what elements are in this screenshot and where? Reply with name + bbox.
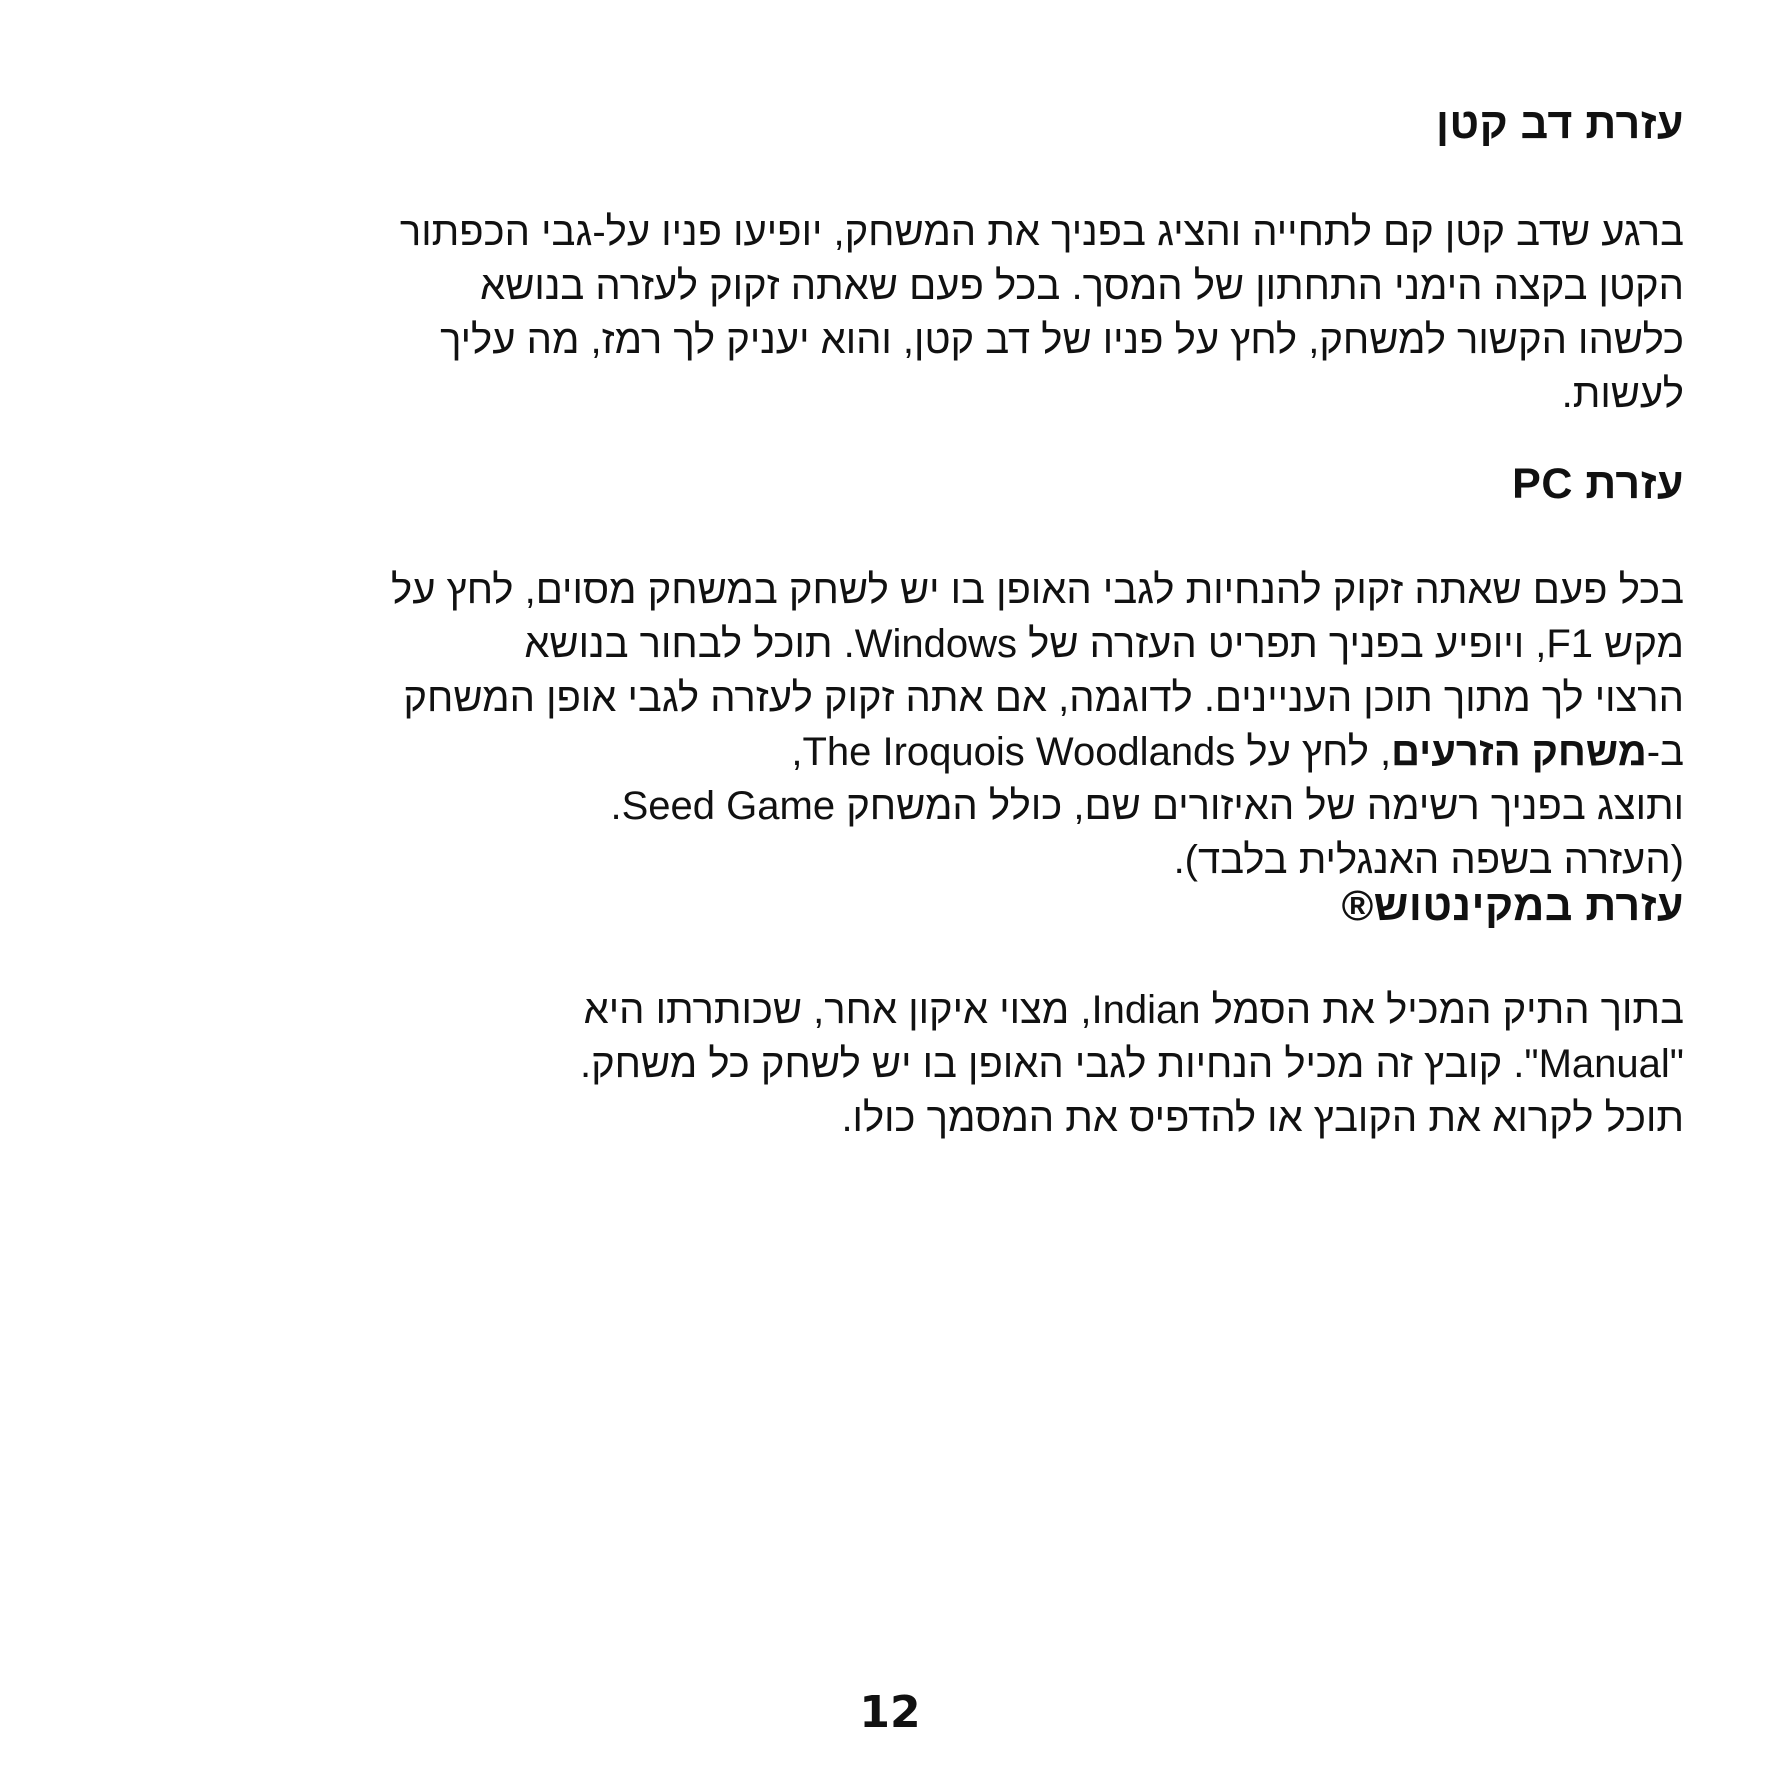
paragraph-line: בכל פעם שאתה זקוק להנחיות לגבי האופן בו יש לשחק במשחק מסוים, לחץ על	[391, 568, 1684, 612]
paragraph-line: לעשות.	[1561, 372, 1684, 416]
section-heading-little-bear-help: עזרת דב קטן	[1436, 100, 1684, 148]
line-prefix: ב-	[1646, 730, 1684, 774]
section-heading-macintosh-help: עזרת במקינטוש®	[1341, 882, 1684, 930]
paragraph-line: ותוצג בפניך רשימה של האיזורים שם, כולל המשחק Seed Game.	[610, 784, 1684, 828]
line-suffix: , לחץ על The Iroquois Woodlands,	[791, 730, 1392, 774]
paragraph-line: בתוך התיק המכיל את הסמל Indian, מצוי איקון אחר, שכותרתו היא	[583, 988, 1684, 1032]
paragraph-line: תוכל לקרוא את הקובץ או להדפיס את המסמך כולו.	[841, 1096, 1684, 1140]
paragraph-line: (העזרה בשפה האנגלית בלבד).	[1173, 838, 1684, 882]
section-heading-pc-help: עזרת PC	[1512, 460, 1684, 508]
paragraph-line: מקש F1, ויופיע בפניך תפריט העזרה של Windows. תוכל לבחור בנושא	[524, 622, 1684, 666]
section-paragraph-macintosh-help	[114, 983, 1684, 1145]
paragraph-line: הרצוי לך מתוך תוכן העניינים. לדוגמה, אם אתה זקוק לעזרה לגבי אופן המשחק	[403, 676, 1684, 720]
paragraph-line-with-bold	[114, 725, 1684, 779]
section-paragraph-pc-help	[114, 563, 1684, 887]
paragraph-line: ברגע שדב קטן קם לתחייה והציג בפניך את המשחק, יופיעו פניו על-גבי הכפתור	[399, 210, 1684, 254]
seed-game-bold-term: משחק הזרעים	[1391, 730, 1647, 774]
paragraph-line: "Manual". קובץ זה מכיל הנחיות לגבי האופן בו יש לשחק כל משחק.	[579, 1042, 1684, 1086]
page-number: 12	[859, 1687, 921, 1738]
section-paragraph-little-bear-help	[114, 205, 1684, 421]
paragraph-line: כלשהו הקשור למשחק, לחץ על פניו של דב קטן, והוא יעניק לך רמז, מה עליך	[440, 318, 1684, 362]
paragraph-line: הקטן בקצה הימני התחתון של המסך. בכל פעם שאתה זקוק לעזרה בנושא	[480, 264, 1684, 308]
